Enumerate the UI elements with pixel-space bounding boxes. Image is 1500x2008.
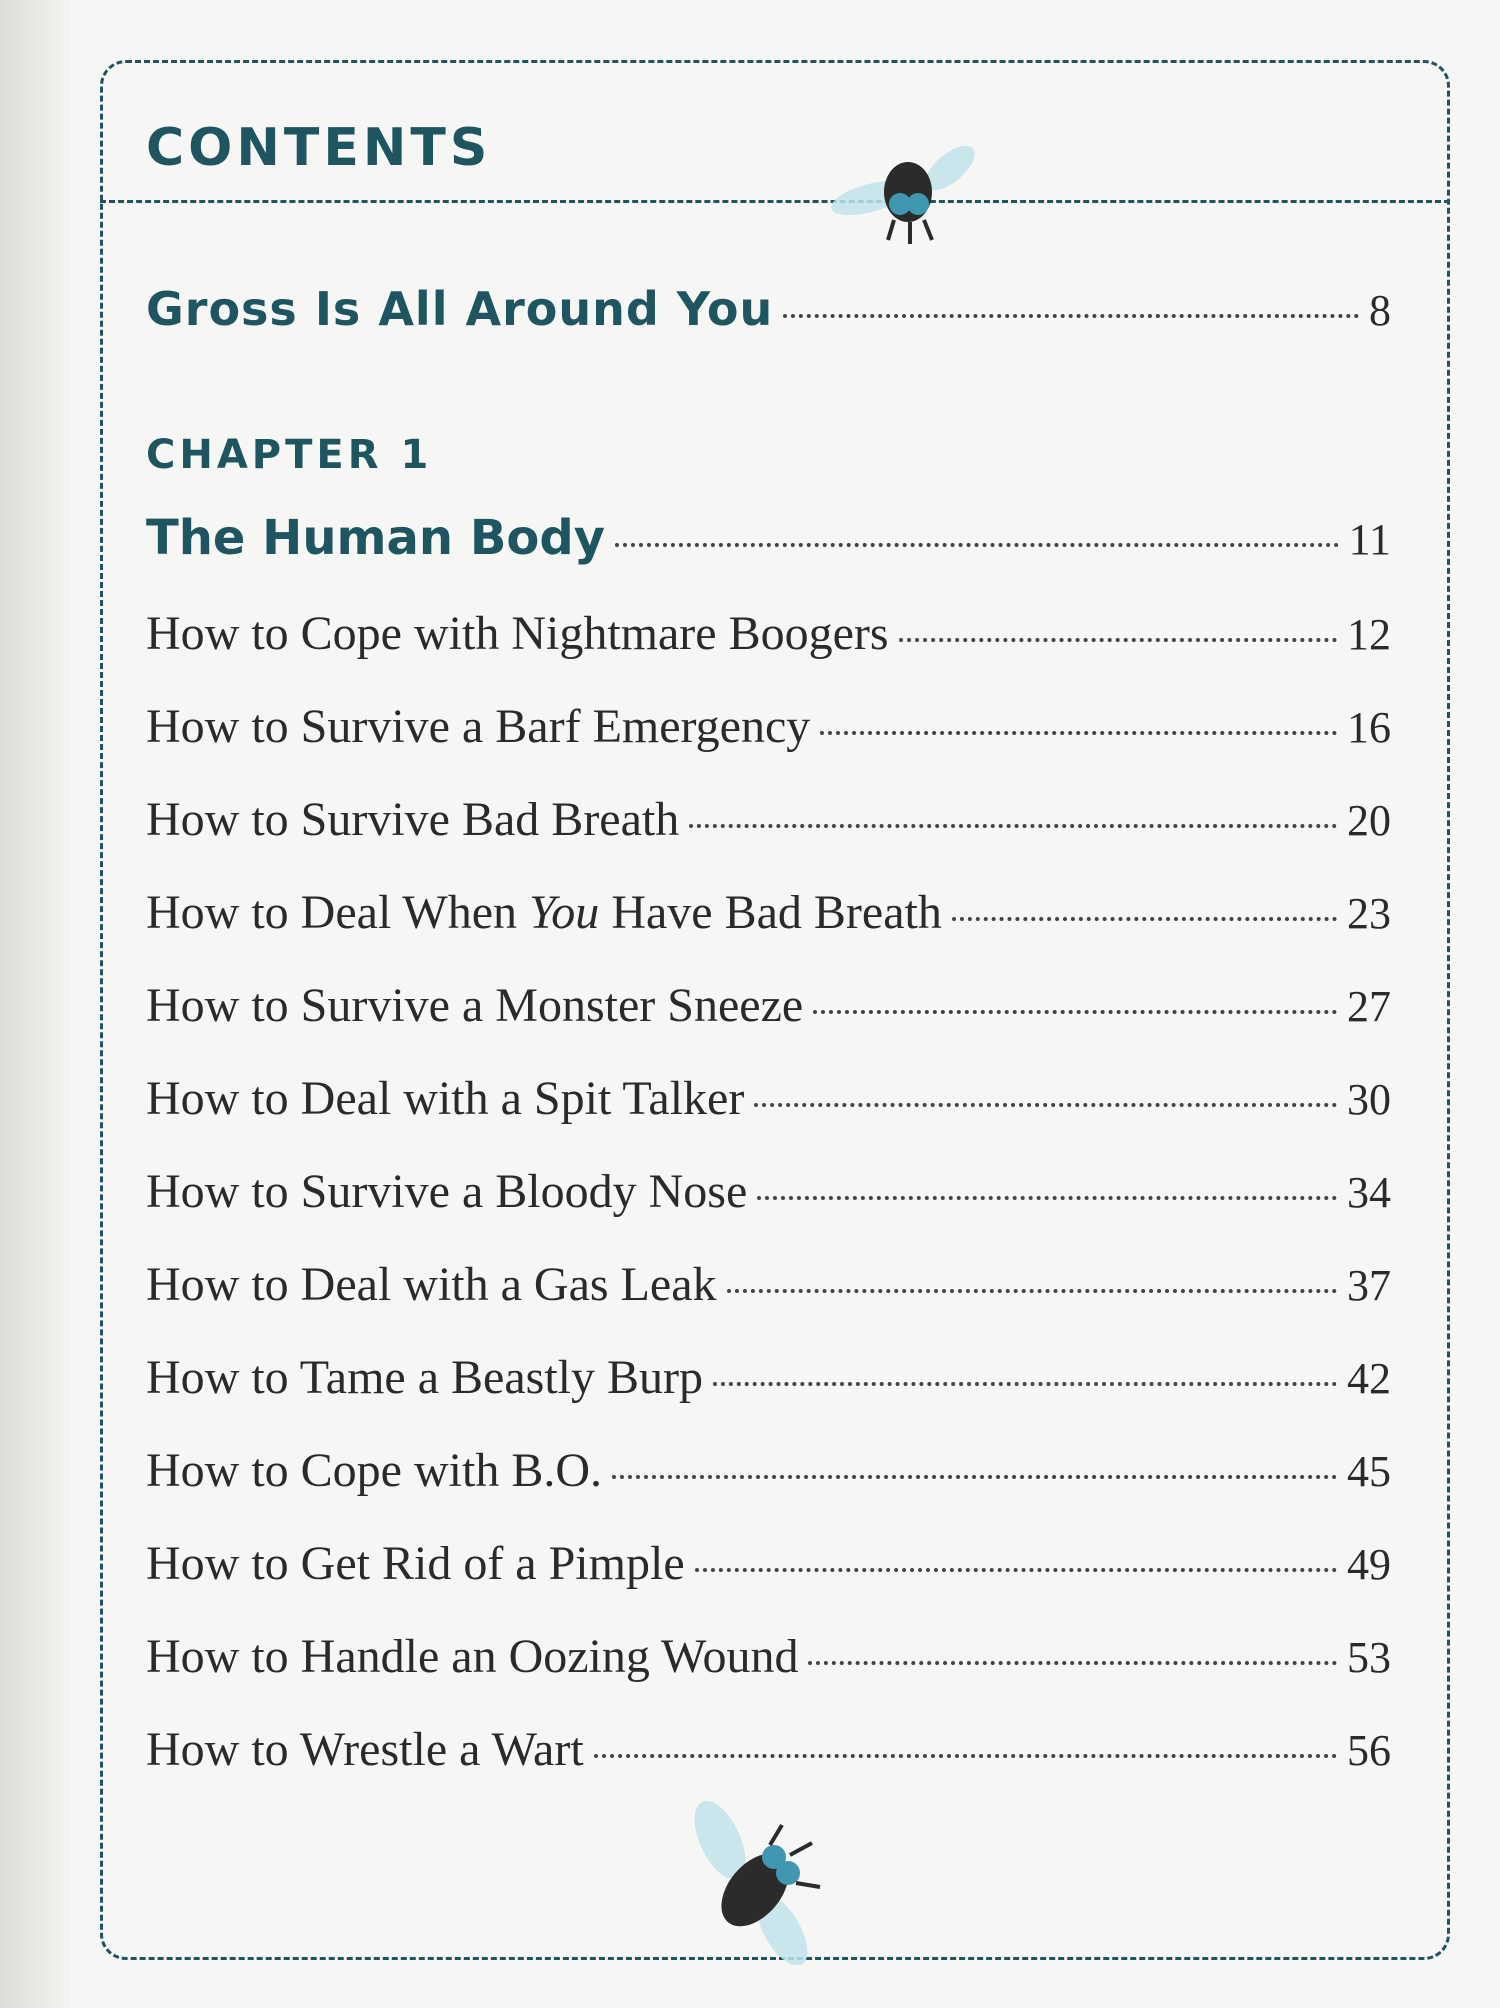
dot-leader [594, 1754, 1337, 1758]
toc-entry[interactable] [146, 1536, 1391, 1591]
toc-page-number: 27 [1347, 982, 1391, 1031]
toc-entry-title: How to Survive a Monster Sneeze [146, 979, 804, 1032]
dot-leader [820, 731, 1337, 735]
toc-page-number: 11 [1348, 515, 1391, 564]
dot-leader [813, 1010, 1337, 1014]
chapter-label: CHAPTER 1 [146, 432, 433, 478]
toc-entry[interactable] [146, 606, 1391, 661]
title-text: Have Bad Breath [599, 886, 942, 939]
toc-page-number: 56 [1347, 1726, 1391, 1775]
dot-leader [689, 824, 1337, 828]
toc-page-number: 42 [1347, 1354, 1391, 1403]
toc-entry-title: How to Tame a Beastly Burp [146, 1351, 703, 1404]
dot-leader [952, 917, 1337, 921]
dot-leader [754, 1103, 1337, 1107]
toc-entry-title [146, 885, 942, 940]
dot-leader [757, 1196, 1337, 1200]
toc-entry[interactable] [146, 885, 1391, 940]
toc-entry-title: How to Wrestle a Wart [146, 1723, 584, 1776]
toc-entry[interactable] [146, 792, 1391, 847]
chapter-title: The Human Body [146, 510, 606, 566]
fly-icon [670, 1795, 840, 1965]
dot-leader [727, 1289, 1338, 1293]
toc-page-number: 20 [1347, 796, 1391, 845]
title-text: How to Deal When [146, 886, 530, 939]
toc-entry-title: How to Handle an Oozing Wound [146, 1630, 799, 1683]
toc-entry-title: How to Deal with a Gas Leak [146, 1258, 717, 1311]
toc-page-number: 49 [1347, 1540, 1391, 1589]
toc-entry-title: How to Survive a Bloody Nose [146, 1165, 748, 1218]
toc-page-number: 23 [1347, 889, 1391, 938]
toc-entry-title: How to Survive Bad Breath [146, 793, 680, 846]
toc-page-number: 16 [1347, 703, 1391, 752]
toc-page-number: 37 [1347, 1261, 1391, 1310]
toc-entry-title: How to Deal with a Spit Talker [146, 1072, 745, 1125]
toc-entry[interactable] [146, 1164, 1391, 1219]
fly-icon [800, 140, 1000, 260]
dot-leader [713, 1382, 1337, 1386]
toc-entry-title: How to Survive a Barf Emergency [146, 700, 811, 753]
dot-leader [695, 1568, 1337, 1572]
toc-page-number: 34 [1347, 1168, 1391, 1217]
toc-entry-title: Gross Is All Around You [146, 282, 774, 336]
toc-page-number: 45 [1347, 1447, 1391, 1496]
toc-page-number: 8 [1369, 286, 1391, 335]
toc-entry[interactable] [146, 1350, 1391, 1405]
dot-leader [808, 1661, 1337, 1665]
toc-page-number: 12 [1347, 610, 1391, 659]
page-gutter-shadow [0, 0, 70, 2008]
toc-entry[interactable] [146, 699, 1391, 754]
toc-entry-intro[interactable] [146, 282, 1391, 336]
dot-leader [615, 543, 1339, 547]
toc-entry-title: How to Get Rid of a Pimple [146, 1537, 685, 1590]
contents-title: CONTENTS [146, 118, 492, 178]
toc-entry[interactable] [146, 1257, 1391, 1312]
toc-entry[interactable] [146, 1722, 1391, 1777]
toc-entry[interactable] [146, 978, 1391, 1033]
toc-entry-title: How to Cope with B.O. [146, 1444, 602, 1497]
toc-page-number: 53 [1347, 1633, 1391, 1682]
toc-chapter-title[interactable] [146, 510, 1391, 566]
toc-entry[interactable] [146, 1071, 1391, 1126]
title-emphasis: You [529, 886, 600, 939]
dot-leader [783, 314, 1359, 318]
header-divider [100, 200, 1450, 203]
dot-leader [899, 638, 1337, 642]
toc-entry-title: How to Cope with Nightmare Boogers [146, 607, 889, 660]
toc-entry[interactable] [146, 1443, 1391, 1498]
toc-page-number: 30 [1347, 1075, 1391, 1124]
dot-leader [612, 1475, 1337, 1479]
toc-entry[interactable] [146, 1629, 1391, 1684]
